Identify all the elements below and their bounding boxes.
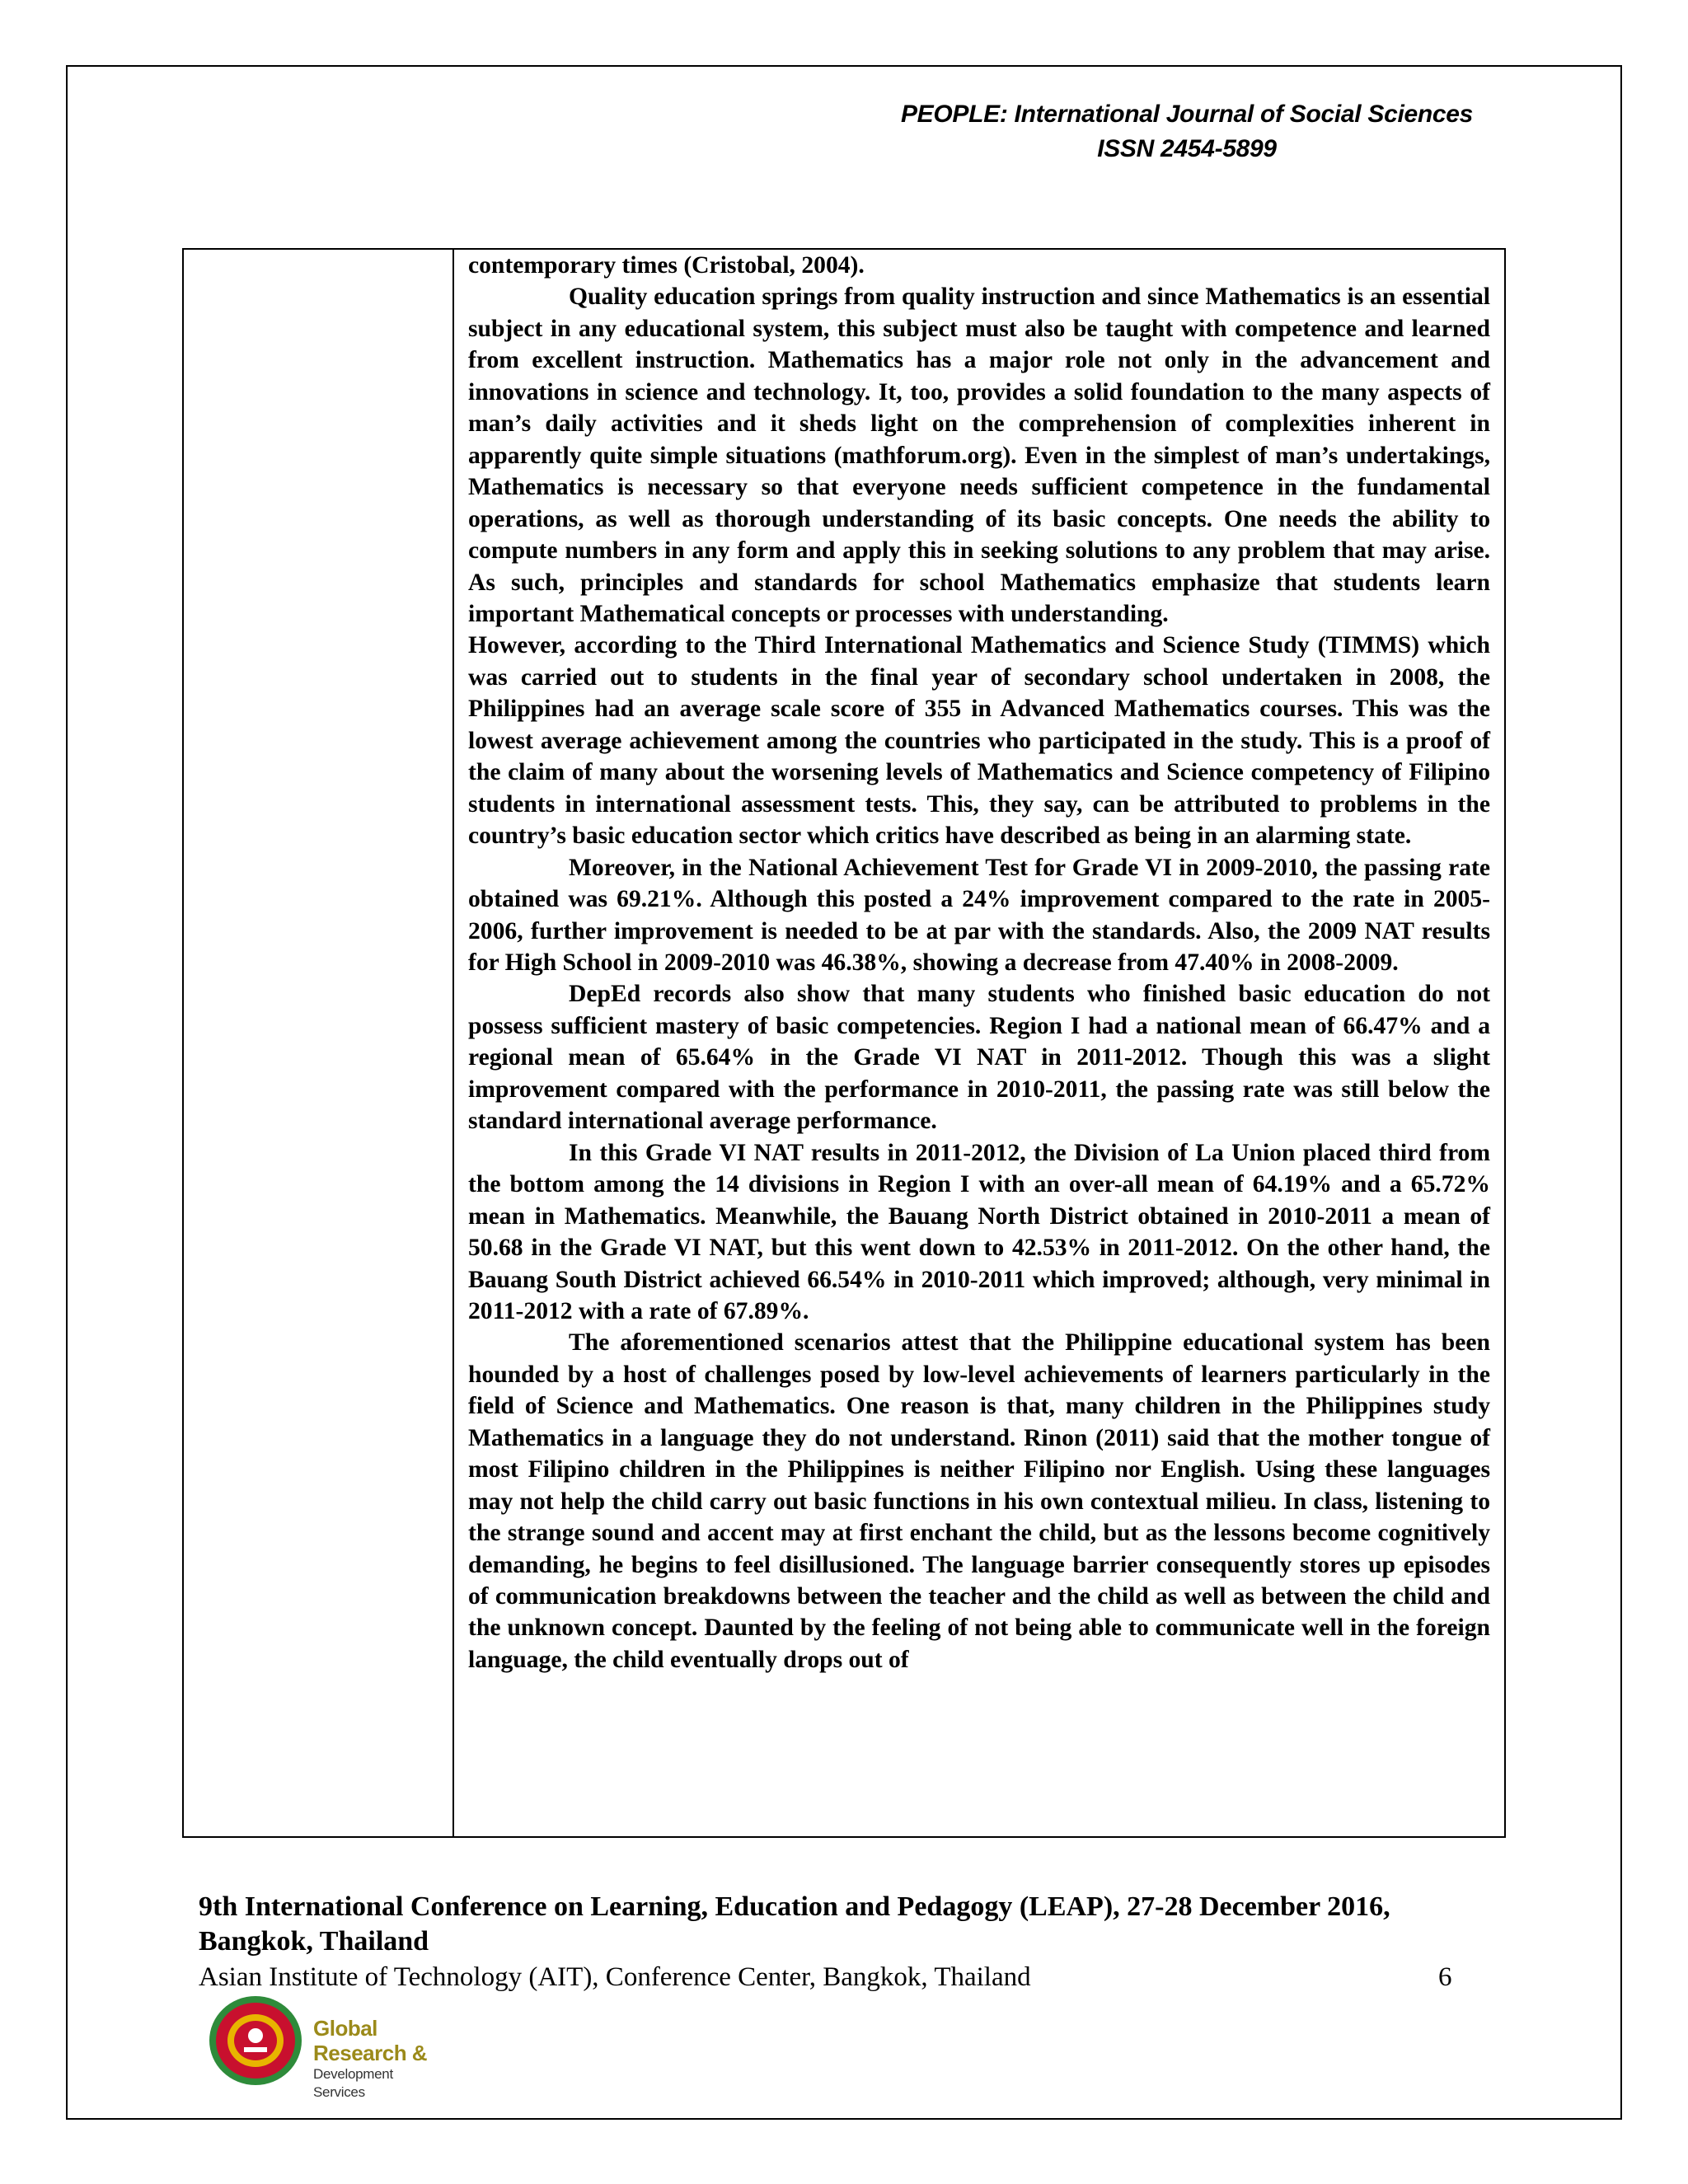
page-number: 6: [1438, 1962, 1452, 1992]
footer-venue: Asian Institute of Technology (AIT), Conference Center, Bangkok, Thailand: [199, 1962, 1031, 1992]
logo-line-1: Global Research &: [313, 2016, 428, 2065]
journal-title: PEOPLE: International Journal of Social Sciences: [900, 101, 1474, 128]
grds-seal-icon: [208, 1994, 303, 2087]
paragraph-nat-results: Moreover, in the National Achievement Test for Grade VI in 2009-2010, the passing rate obtained was 69.21%. Although this posted a 24% improvement compared to the rate in 2005-2006, further improvement is needed to be at par with the standards. Also, the 2009 NAT results for High School in 2009-2010 was 46.38%, showing a decrease from 47.40% in 2008-2009.: [468, 854, 1490, 976]
paragraph-deped-records: DepEd records also show that many students who finished basic education do not possess sufficient mastery of basic competencies. Region I had a national mean of 66.47% and a regional mean of 65.64% in the Grade VI NAT in 2011-2012. Though this was a slight improvement compared with the performance in 2010-2011, the passing rate was still below the standard international average performance.: [468, 981, 1490, 1135]
table-left-column: [184, 250, 454, 1836]
grds-logo: [208, 1994, 438, 2100]
body-text-column: [468, 250, 1490, 1675]
footer-conference: 9th International Conference on Learning, Education and Pedagogy (LEAP), 27-28 December 2016, Bangkok, Thailand: [199, 1891, 1390, 1957]
logo-line-2: Development Services: [313, 2066, 393, 2100]
logo-text: [313, 2016, 438, 2102]
paragraph-continuation: contemporary times (Cristobal, 2004).: [468, 252, 865, 279]
paragraph-timms: However, according to the Third International Mathematics and Science Study (TIMMS) which was carried out to students in the final year of secondary school undertaken in 2008, the Philippines had an average scale score of 355 in Advanced Mathematics courses. This was the lowest average achievement among the countries who participated in the study. This is a proof of the claim of many about the worsening levels of Mathematics and Science competency of Filipino students in international assessment tests. This, they say, can be attributed to problems in the country’s basic education sector which critics have described as being in an alarming state.: [468, 632, 1490, 850]
content-table: [182, 248, 1506, 1838]
paragraph-la-union: In this Grade VI NAT results in 2011-2012, the Division of La Union placed third from the bottom among the 14 divisions in Region I with an over-all mean of 64.19% and a 65.72% mean in Mathematics. Meanwhile, the Bauang North District obtained in 2010-2011 a mean of 50.68 in the Grade VI NAT, but this went down to 42.53% in 2011-2012. On the other hand, the Bauang South District achieved 66.54% in 2010-2011 which improved; although, very minimal in 2011-2012 with a rate of 67.89%.: [468, 1139, 1490, 1324]
paragraph-scenarios: The aforementioned scenarios attest that the Philippine educational system has been hounded by a host of challenges posed by low-level achievements of learners particularly in the field of Science and Mathematics. One reason is that, many children in the Philippines study Mathematics in a language they do not understand. Rinon (2011) said that the mother tongue of most Filipino children in the Philippines is neither Filipino nor English. Using these languages may not help the child carry out basic functions in his own contextual milieu. In class, listening to the strange sound and accent may at first enchant the child, but as the lessons become cognitively demanding, he begins to feel disillusioned. The language barrier consequently stores up episodes of communication breakdowns between the teacher and the child as well as between the child and the unknown concept. Daunted by the feeling of not being able to communicate well in the foreign language, the child eventually drops out of: [468, 1329, 1490, 1673]
paragraph-quality-education: Quality education springs from quality instruction and since Mathematics is an essential subject in any educational system, this subject must also be taught with competence and learned from excellent instruction. Mathematics has a major role not only in the advancement and innovations in science and technology. It, too, provides a solid foundation to the many aspects of man’s daily activities and it sheds light on the comprehension of complexities inherent in apparently quite simple situations (mathforum.org). Even in the simplest of man’s undertakings, Mathematics is necessary so that everyone needs sufficient competence in the fundamental operations, as well as thorough understanding of its basic concepts. One needs the ability to compute numbers in any form and apply this in seeking solutions to any problem that may arise. As such, principles and standards for school Mathematics emphasize that students learn important Mathematical concepts or processes with understanding.: [468, 284, 1490, 627]
journal-header: [824, 97, 1550, 166]
journal-issn: ISSN 2454-5899: [1097, 135, 1277, 162]
